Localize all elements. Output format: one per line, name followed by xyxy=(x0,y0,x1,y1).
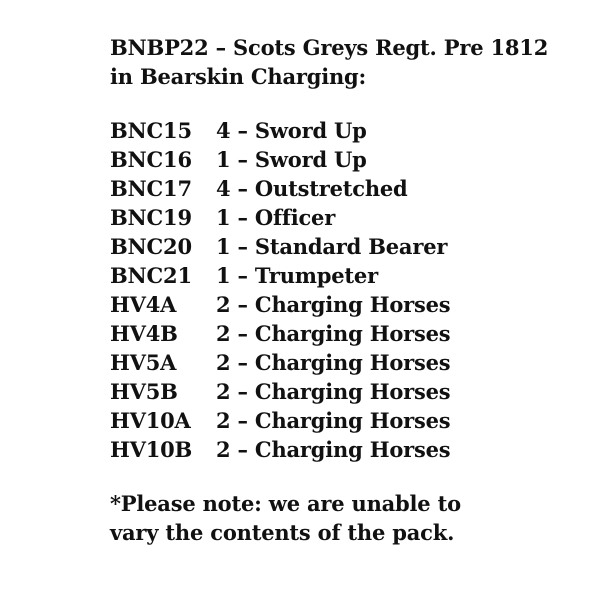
item-description: 2 – Charging Horses xyxy=(216,350,451,375)
pack-note-line-2: vary the contents of the pack. xyxy=(110,520,455,545)
item-description: 4 – Outstretched xyxy=(216,176,408,201)
list-item xyxy=(110,232,570,261)
item-code: BNC20 xyxy=(110,234,192,259)
pack-title xyxy=(110,33,570,91)
item-description: 2 – Charging Horses xyxy=(216,408,451,433)
list-item xyxy=(110,174,570,203)
pack-contents-list xyxy=(110,116,570,464)
pack-note xyxy=(110,489,570,547)
item-code: BNC16 xyxy=(110,147,192,172)
item-code: BNC21 xyxy=(110,263,192,288)
list-item xyxy=(110,348,570,377)
list-item xyxy=(110,406,570,435)
item-description: 4 – Sword Up xyxy=(216,118,367,143)
list-item xyxy=(110,116,570,145)
list-item xyxy=(110,435,570,464)
item-description: 2 – Charging Horses xyxy=(216,292,451,317)
item-code: HV5A xyxy=(110,350,177,375)
item-code: BNC15 xyxy=(110,118,192,143)
pack-title-line-2: in Bearskin Charging: xyxy=(110,64,367,89)
pack-title-line-1: BNBP22 – Scots Greys Regt. Pre 1812 xyxy=(110,35,549,60)
list-item xyxy=(110,377,570,406)
item-description: 1 – Officer xyxy=(216,205,336,230)
item-description: 1 – Standard Bearer xyxy=(216,234,448,259)
item-code: HV5B xyxy=(110,379,178,404)
pack-note-line-1: *Please note: we are unable to xyxy=(110,491,461,516)
list-item xyxy=(110,319,570,348)
list-item xyxy=(110,203,570,232)
item-code: BNC17 xyxy=(110,176,192,201)
item-description: 2 – Charging Horses xyxy=(216,321,451,346)
item-code: HV10B xyxy=(110,437,193,462)
item-code: BNC19 xyxy=(110,205,192,230)
item-code: HV4B xyxy=(110,321,178,346)
item-description: 2 – Charging Horses xyxy=(216,437,451,462)
list-item xyxy=(110,261,570,290)
item-code: HV4A xyxy=(110,292,177,317)
item-code: HV10A xyxy=(110,408,191,433)
item-description: 1 – Sword Up xyxy=(216,147,367,172)
list-item xyxy=(110,145,570,174)
item-description: 1 – Trumpeter xyxy=(216,263,378,288)
list-item xyxy=(110,290,570,319)
item-description: 2 – Charging Horses xyxy=(216,379,451,404)
